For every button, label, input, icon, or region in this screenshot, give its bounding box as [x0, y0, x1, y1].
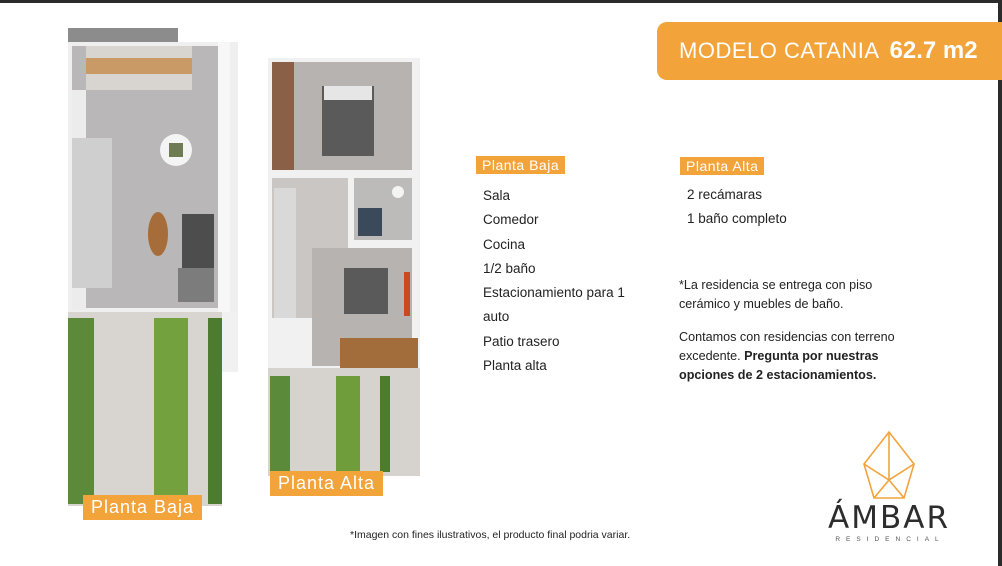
list-item: Patio trasero: [483, 333, 560, 349]
list-item: Comedor: [483, 212, 539, 228]
list-item: auto: [483, 309, 510, 325]
model-title-badge: [657, 22, 1002, 80]
right-border: [998, 0, 1002, 566]
delivery-note: [679, 276, 909, 314]
list-item: Cocina: [483, 236, 526, 252]
planta-alta-list: [687, 183, 847, 232]
disclaimer-footnote: *Imagen con fines ilustrativos, el producto final podria variar.: [350, 529, 631, 541]
floor-plan-planta-alta: [268, 58, 420, 476]
floor-plan-planta-baja: [68, 28, 238, 506]
section-heading-planta-alta: Planta Alta: [680, 157, 764, 175]
delivery-note-highlight: piso cerámico y muebles de baño.: [679, 278, 873, 311]
top-border: [0, 0, 1002, 3]
plan-label-planta-alta: Planta Alta: [270, 471, 383, 496]
extra-land-sep: .: [737, 349, 745, 363]
list-item: Sala: [483, 188, 511, 203]
plan-label-planta-baja: Planta Baja: [83, 495, 202, 520]
section-heading-planta-baja: Planta Baja: [476, 156, 565, 174]
model-area: 62.7 m2: [889, 37, 978, 64]
parking-options-note: Pregunta por nuestras opciones de 2 estacionamientos.: [679, 349, 879, 382]
model-name: MODELO CATANIA: [679, 38, 880, 63]
list-item: Estacionamiento para 1: [483, 285, 625, 301]
extra-land-highlight: terreno excedente: [679, 330, 895, 363]
list-item: 1 baño completo: [687, 211, 787, 227]
brand-logo-text: ÁMBAR: [828, 500, 950, 536]
list-item: 2 recámaras: [687, 187, 763, 202]
extra-land-text: Contamos con residencias con: [679, 330, 855, 344]
extra-land-note: [679, 328, 919, 385]
delivery-note-text: *La residencia se entrega con: [679, 278, 850, 292]
list-item: 1/2 baño: [483, 260, 536, 276]
list-item: Planta alta: [483, 358, 547, 374]
brand-logo-subtitle: RESIDENCIAL: [835, 536, 945, 543]
amber-gem-icon: [860, 430, 918, 502]
planta-baja-list: [483, 184, 643, 378]
